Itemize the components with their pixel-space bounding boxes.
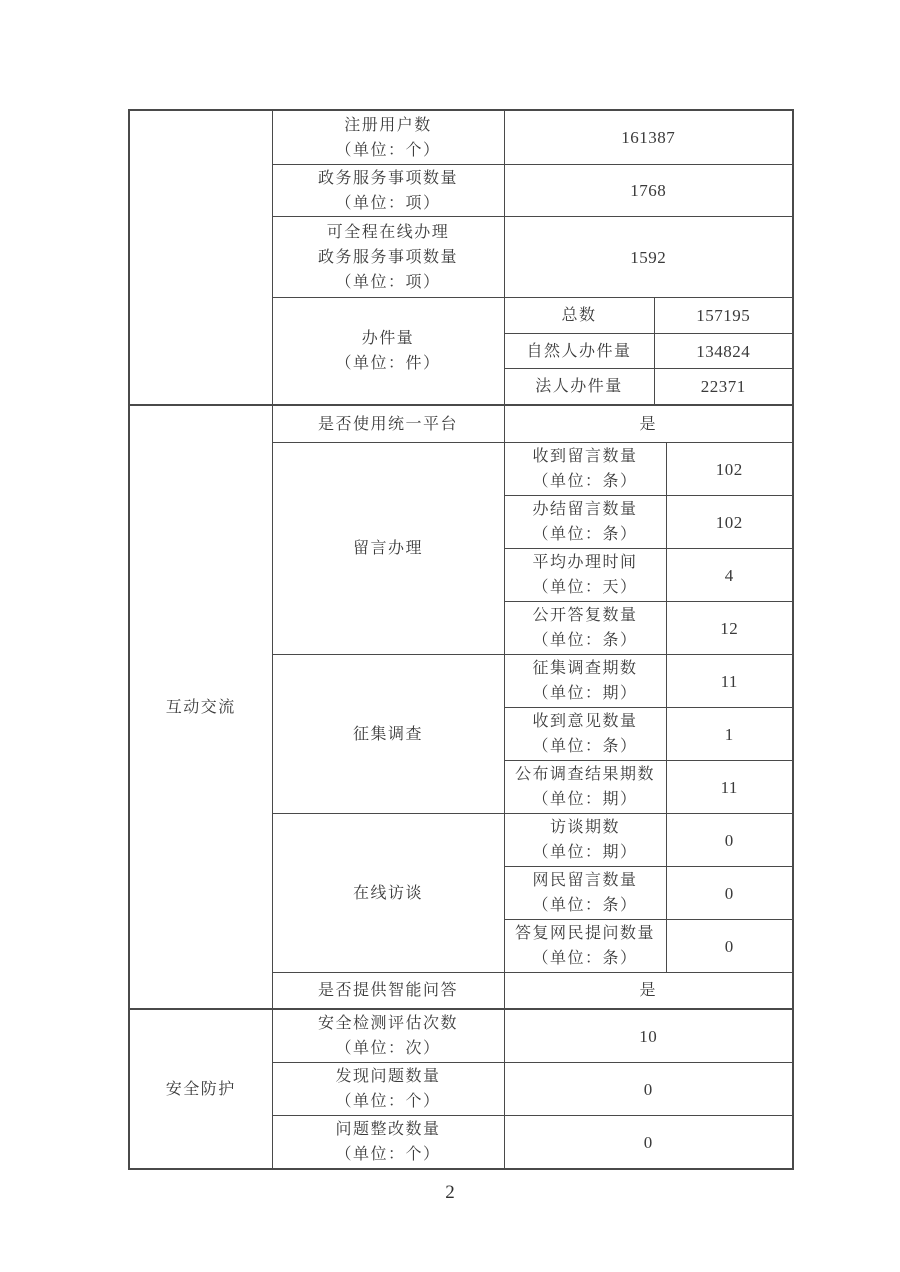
problems-found-value: 0 [504,1063,793,1116]
metric-label: 问题整改数量 [335,1121,441,1138]
messages-received-value: 102 [666,443,793,496]
security-assessments-value: 10 [504,1009,793,1063]
metric-label: 收到意见数量 [532,713,638,730]
category-cell-interaction: 互动交流 [129,405,272,1009]
online-service-items-label [272,217,504,298]
metric-label: 网民留言数量 [532,872,638,889]
opinions-received-label [504,708,666,761]
messages-resolved-label [504,496,666,549]
metric-unit: （单位：件） [335,355,441,372]
opinions-received-value: 1 [666,708,793,761]
metric-unit: （单位：个） [335,1093,441,1110]
metric-unit: （单位：项） [335,194,441,212]
page-number: 2 [445,1182,455,1203]
service-items-value: 1768 [504,165,793,217]
metric-label: 收到留言数量 [532,448,638,465]
problems-fixed-label [272,1116,504,1170]
messages-resolved-value: 102 [666,496,793,549]
metric-label: 注册用户数 [344,116,432,134]
case-volume-legal-label: 法人办件量 [504,369,654,406]
netizen-messages-label [504,867,666,920]
metric-label: 办结留言数量 [532,501,638,518]
case-volume-natural-label: 自然人办件量 [504,334,654,369]
survey-results-value: 11 [666,761,793,814]
smart-qa-value: 是 [504,973,793,1010]
netizen-messages-value: 0 [666,867,793,920]
metric-unit: （单位：条） [532,473,638,490]
metric-label: 办件量 [361,330,415,347]
metric-label: 公布调查结果期数 [514,766,655,783]
metric-label: 可全程在线办理 [326,223,450,241]
case-volume-legal-value: 22371 [654,369,793,406]
public-replies-value: 12 [666,602,793,655]
metric-unit: （单位：个） [335,141,441,159]
survey-group-label: 征集调查 [272,655,504,814]
metric-label: 征集调查期数 [532,660,638,677]
avg-handling-time-label [504,549,666,602]
interview-sessions-value: 0 [666,814,793,867]
netizen-replies-label [504,920,666,973]
public-replies-label [504,602,666,655]
netizen-replies-value: 0 [666,920,793,973]
survey-issues-label [504,655,666,708]
case-volume-label [272,298,504,406]
problems-found-label [272,1063,504,1116]
metric-label: 政务服务事项数量 [317,169,458,187]
case-volume-total-value: 157195 [654,298,793,334]
survey-issues-value: 11 [666,655,793,708]
case-volume-total-label: 总数 [504,298,654,334]
message-handling-group-label: 留言办理 [272,443,504,655]
category-cell-empty [129,110,272,405]
metric-label: 公开答复数量 [532,607,638,624]
avg-handling-time-value: 4 [666,549,793,602]
survey-results-label [504,761,666,814]
metric-unit: （单位：项） [335,273,441,291]
security-assessments-label [272,1009,504,1063]
metric-label: 答复网民提问数量 [514,925,655,942]
case-volume-natural-value: 134824 [654,334,793,369]
metric-unit: （单位：条） [532,632,638,649]
interview-sessions-label [504,814,666,867]
metric-label: 发现问题数量 [335,1068,441,1085]
metric-unit: （单位：期） [532,685,638,702]
unified-platform-value: 是 [504,405,793,443]
metric-unit: （单位：条） [532,950,638,967]
problems-fixed-value: 0 [504,1116,793,1170]
metric-unit: （单位：期） [532,844,638,861]
metric-unit: （单位：期） [532,791,638,808]
metric-unit: （单位：次） [335,1040,441,1057]
category-cell-security: 安全防护 [129,1009,272,1169]
metric-label: 访谈期数 [549,819,620,836]
metric-unit: （单位：条） [532,897,638,914]
metric-label: 平均办理时间 [532,554,638,571]
metric-label: 安全检测评估次数 [317,1015,458,1032]
registered-users-value: 161387 [504,110,793,165]
metric-unit: （单位：个） [335,1146,441,1163]
metric-unit: （单位：条） [532,526,638,543]
unified-platform-label: 是否使用统一平台 [272,405,504,443]
metric-unit: （单位：条） [532,738,638,755]
smart-qa-label: 是否提供智能问答 [272,973,504,1010]
messages-received-label [504,443,666,496]
metric-label: 政务服务事项数量 [317,248,458,266]
report-table [128,109,794,1170]
registered-users-label [272,110,504,165]
service-items-label [272,165,504,217]
online-service-items-value: 1592 [504,217,793,298]
interview-group-label: 在线访谈 [272,814,504,973]
metric-unit: （单位：天） [532,579,638,596]
